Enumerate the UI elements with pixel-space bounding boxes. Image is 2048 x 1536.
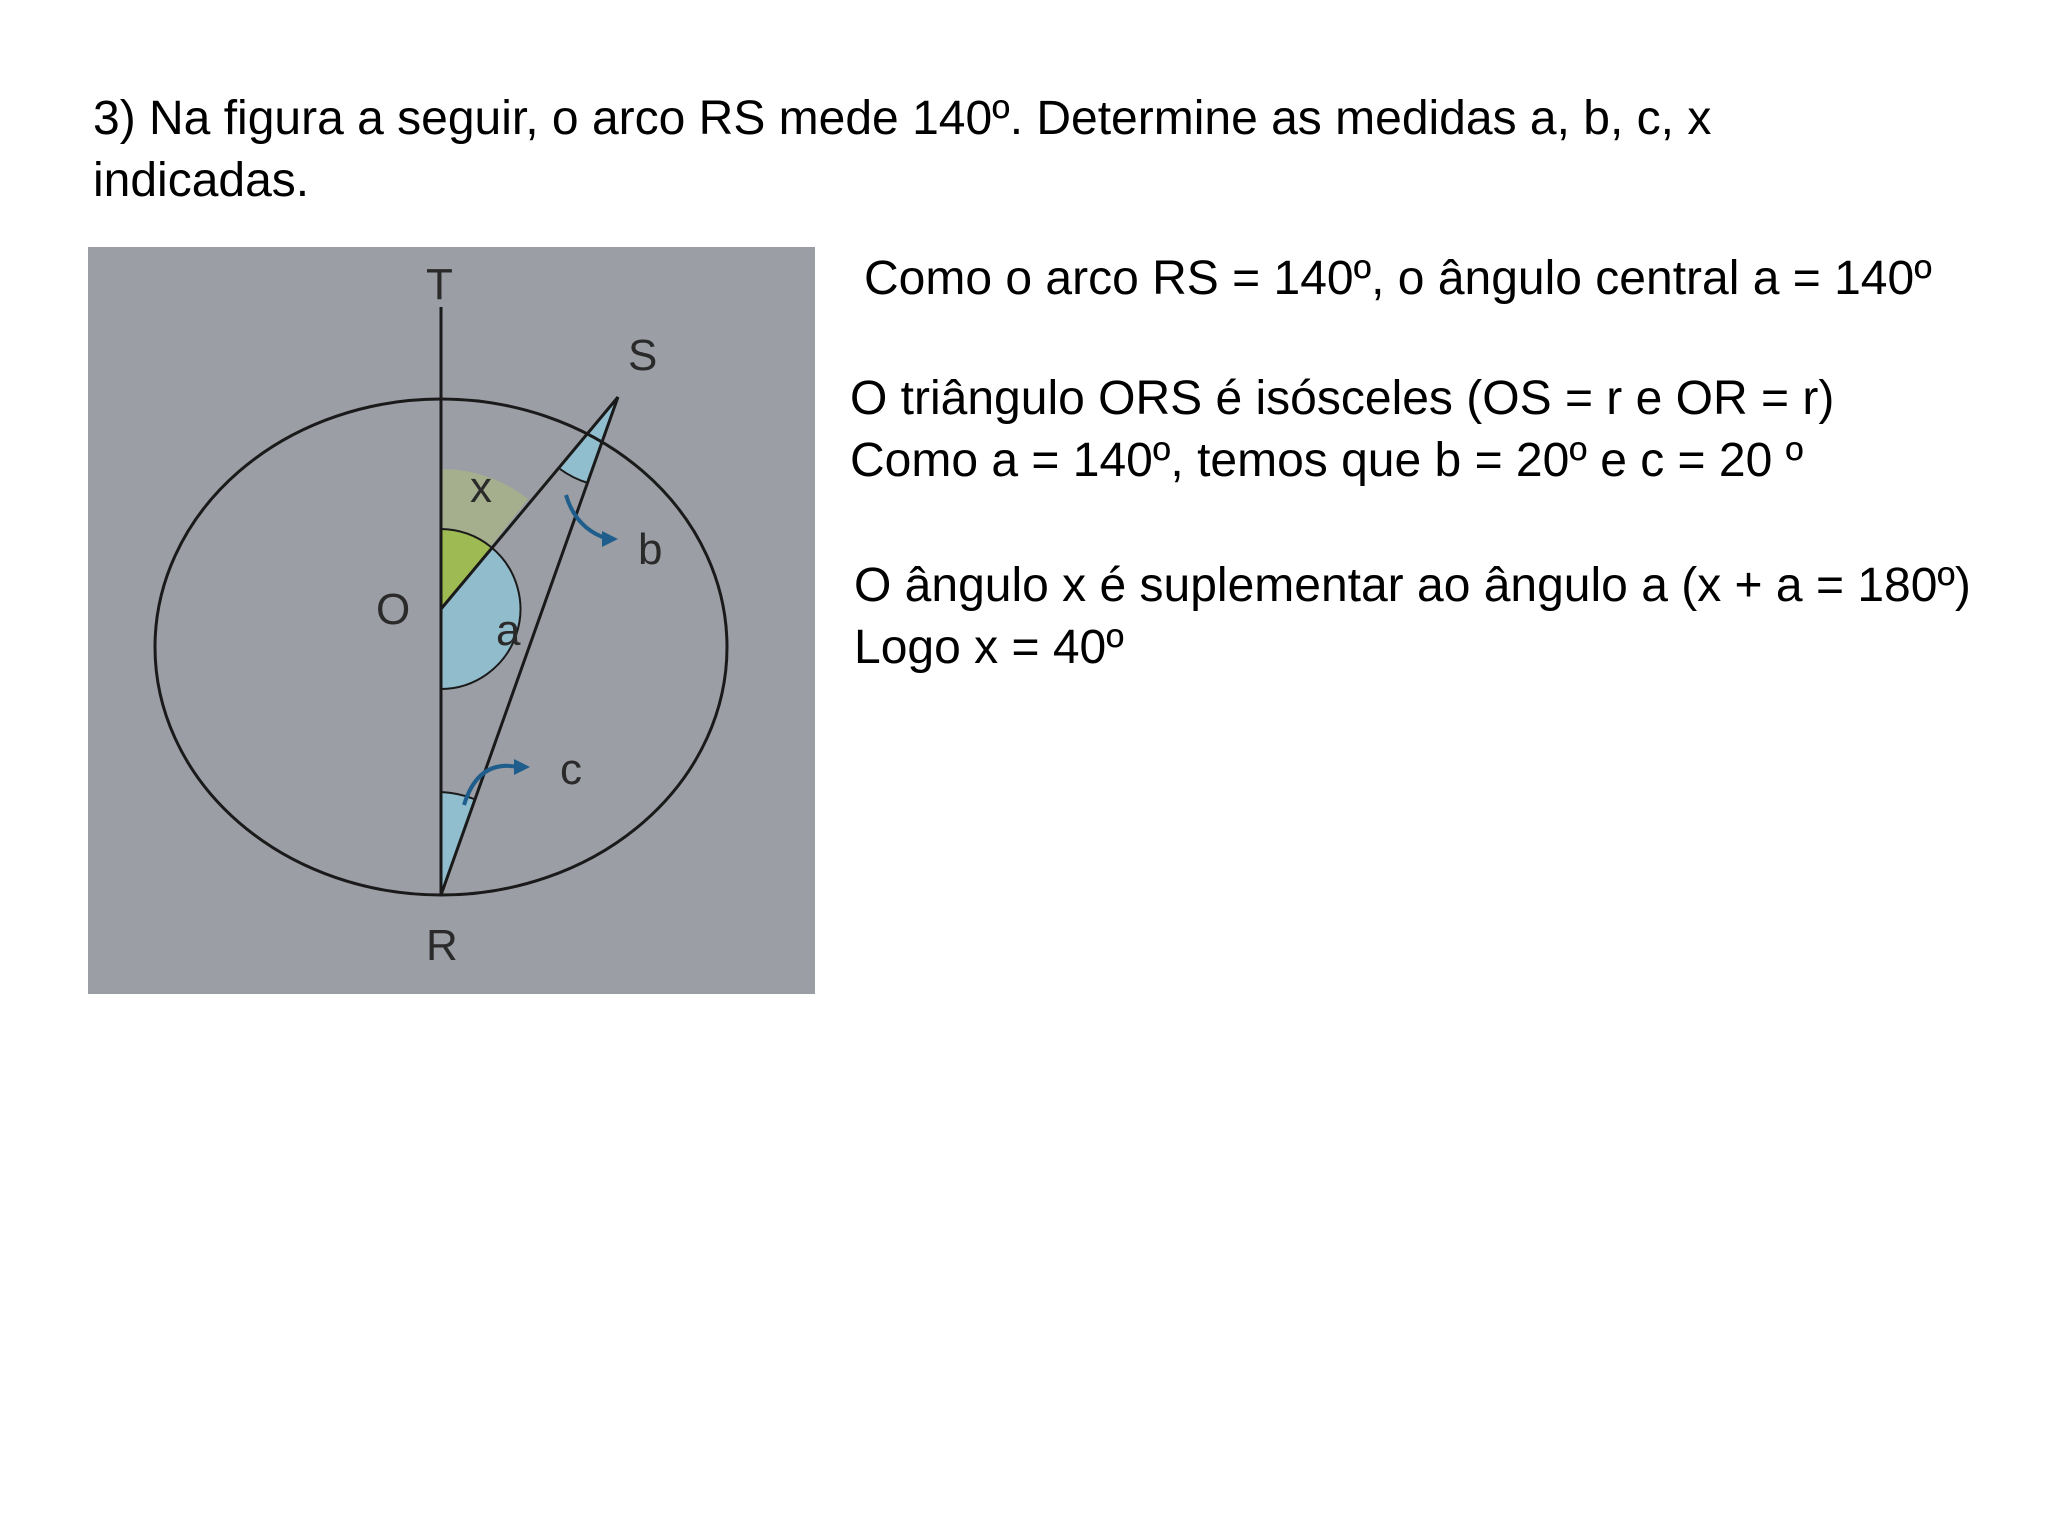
question-text [93,88,1993,212]
label-O: O [376,585,411,634]
solution-step-2 [850,368,1834,492]
solution-step-3-line-1: O ângulo x é suplementar ao ângulo a (x + a = 180º) [854,559,1971,612]
arrow-b-head [602,531,618,547]
solution-step-1-text: Como o arco RS = 140º, o ângulo central a = 140º [864,252,1932,305]
label-S: S [628,331,658,380]
solution-step-3-line-2: Logo x = 40º [854,621,1124,674]
circle-diagram [88,247,815,994]
solution-step-1 [864,248,1932,310]
question-line-1: 3) Na figura a seguir, o arco RS mede 140º. Determine as medidas a, b, c, x [93,92,1712,145]
label-b: b [638,525,663,574]
solution-step-3 [854,555,1971,679]
label-R: R [426,921,458,970]
solution-step-2-line-1: O triângulo ORS é isósceles (OS = r e OR = r) [850,372,1835,425]
label-x: x [470,463,492,512]
label-c: c [560,745,582,794]
angle-b-sector [560,397,618,483]
solution-step-2-line-2: Como a = 140º, temos que b = 20º e c = 20 º [850,434,1804,487]
label-a: a [496,606,521,655]
question-line-2: indicadas. [93,154,310,207]
label-T: T [426,260,453,309]
circle-figure [88,247,815,994]
arrow-b [566,495,608,539]
arrow-c-head [514,759,530,775]
